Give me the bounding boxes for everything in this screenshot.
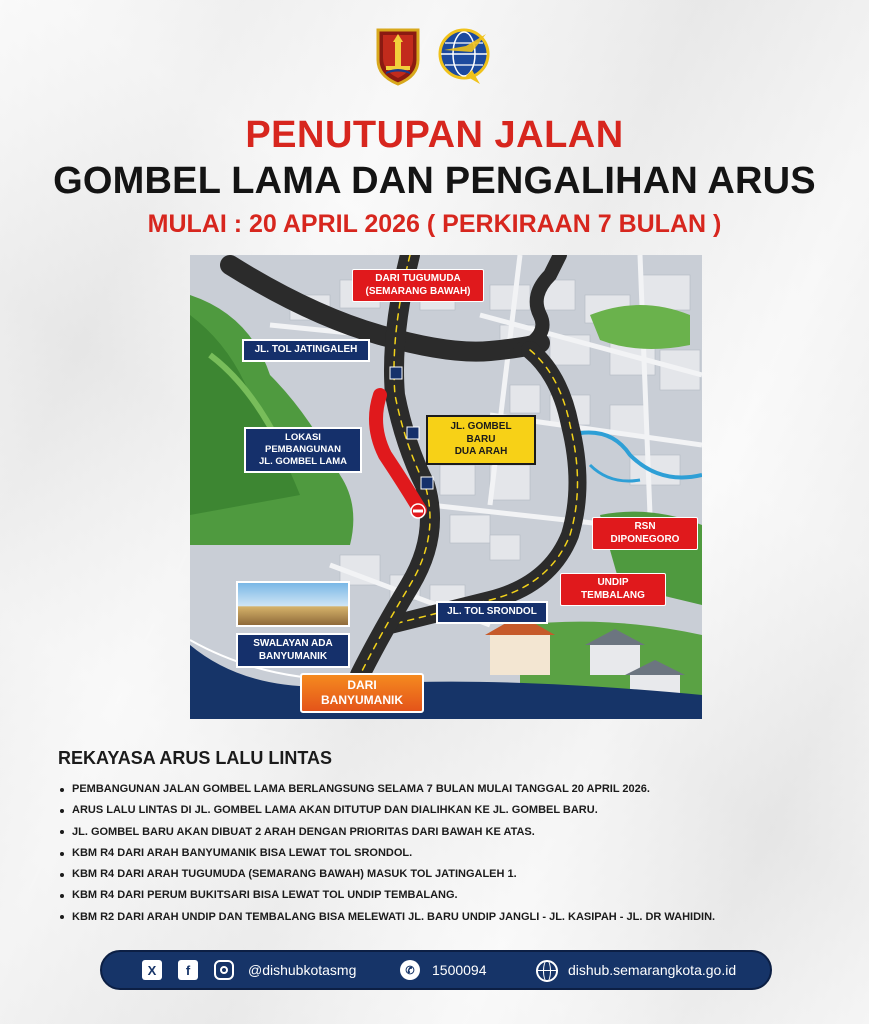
bullet (60, 852, 64, 856)
footer-contact-bar (100, 950, 772, 990)
map-label-from-tugumuda: DARI TUGUMUDA (SEMARANG BAWAH) (352, 269, 484, 302)
map-label-rsn-diponegoro: RSN DIPONEGORO (592, 517, 698, 550)
title-line-2: GOMBEL LAMA DAN PENGALIHAN ARUS (53, 160, 816, 202)
instagram-icon[interactable] (214, 960, 234, 980)
map-label-tol-jatingaleh: JL. TOL JATINGALEH (242, 339, 370, 362)
rule-item: KBM R2 DARI ARAH UNDIP DAN TEMBALANG BISA MELEWATI JL. BARU UNDIP JANGLI - JL. KASIPAH - JL. DR WAHIDIN. (60, 907, 840, 928)
bullet (60, 830, 64, 834)
globe-icon (536, 960, 558, 982)
map-label-swalayan: SWALAYAN ADA BANYUMANIK (236, 633, 350, 668)
map-label-lokasi-pembangunan: LOKASI PEMBANGUNAN JL. GOMBEL LAMA (244, 427, 362, 473)
subtitle-date: MULAI : 20 APRIL 2026 ( PERKIRAAN 7 BULAN ) (147, 210, 722, 238)
rule-item: KBM R4 DARI ARAH TUGUMUDA (SEMARANG BAWAH) MASUK TOL JATINGALEH 1. (60, 864, 840, 885)
x-icon[interactable]: X (142, 960, 162, 980)
map-label-tol-srondol: JL. TOL SRONDOL (436, 601, 548, 624)
dishub-emblem-logo (436, 26, 496, 86)
bullet (60, 788, 64, 792)
map-label-gombel-baru: JL. GOMBEL BARU DUA ARAH (426, 415, 536, 465)
rule-item: JL. GOMBEL BARU AKAN DIBUAT 2 ARAH DENGAN PRIORITAS DARI BAWAH KE ATAS. (60, 822, 840, 843)
city-crest-logo (374, 26, 422, 86)
rule-item: KBM R4 DARI ARAH BANYUMANIK BISA LEWAT TOL SRONDOL. (60, 843, 840, 864)
swalayan-photo (236, 581, 350, 627)
rule-item: PEMBANGUNAN JALAN GOMBEL LAMA BERLANGSUNG SELAMA 7 BULAN MULAI TANGGAL 20 APRIL 2026. (60, 779, 840, 800)
map-label-undip-tembalang: UNDIP TEMBALANG (560, 573, 666, 606)
bullet (60, 809, 64, 813)
website-link[interactable]: dishub.semarangkota.go.id (568, 962, 737, 978)
title-line-1: PENUTUPAN JALAN (245, 114, 624, 156)
rule-item: KBM R4 DARI PERUM BUKITSARI BISA LEWAT TOL UNDIP TEMBALANG. (60, 885, 840, 906)
header-logos (0, 26, 869, 86)
social-handle[interactable]: @dishubkotasmg (248, 962, 357, 978)
rule-item: ARUS LALU LINTAS DI JL. GOMBEL LAMA AKAN DITUTUP DAN DIALIHKAN KE JL. GOMBEL BARU. (60, 800, 840, 821)
bullet (60, 915, 64, 919)
bullet (60, 894, 64, 898)
phone-number[interactable]: 1500094 (432, 962, 487, 978)
facebook-icon[interactable]: f (178, 960, 198, 980)
bullet (60, 873, 64, 877)
route-map (190, 255, 702, 719)
map-label-from-banyumanik: DARI BANYUMANIK (300, 673, 424, 713)
rules-title: REKAYASA ARUS LALU LINTAS (58, 748, 333, 768)
phone-icon: ✆ (400, 960, 420, 980)
rules-list (60, 779, 840, 928)
